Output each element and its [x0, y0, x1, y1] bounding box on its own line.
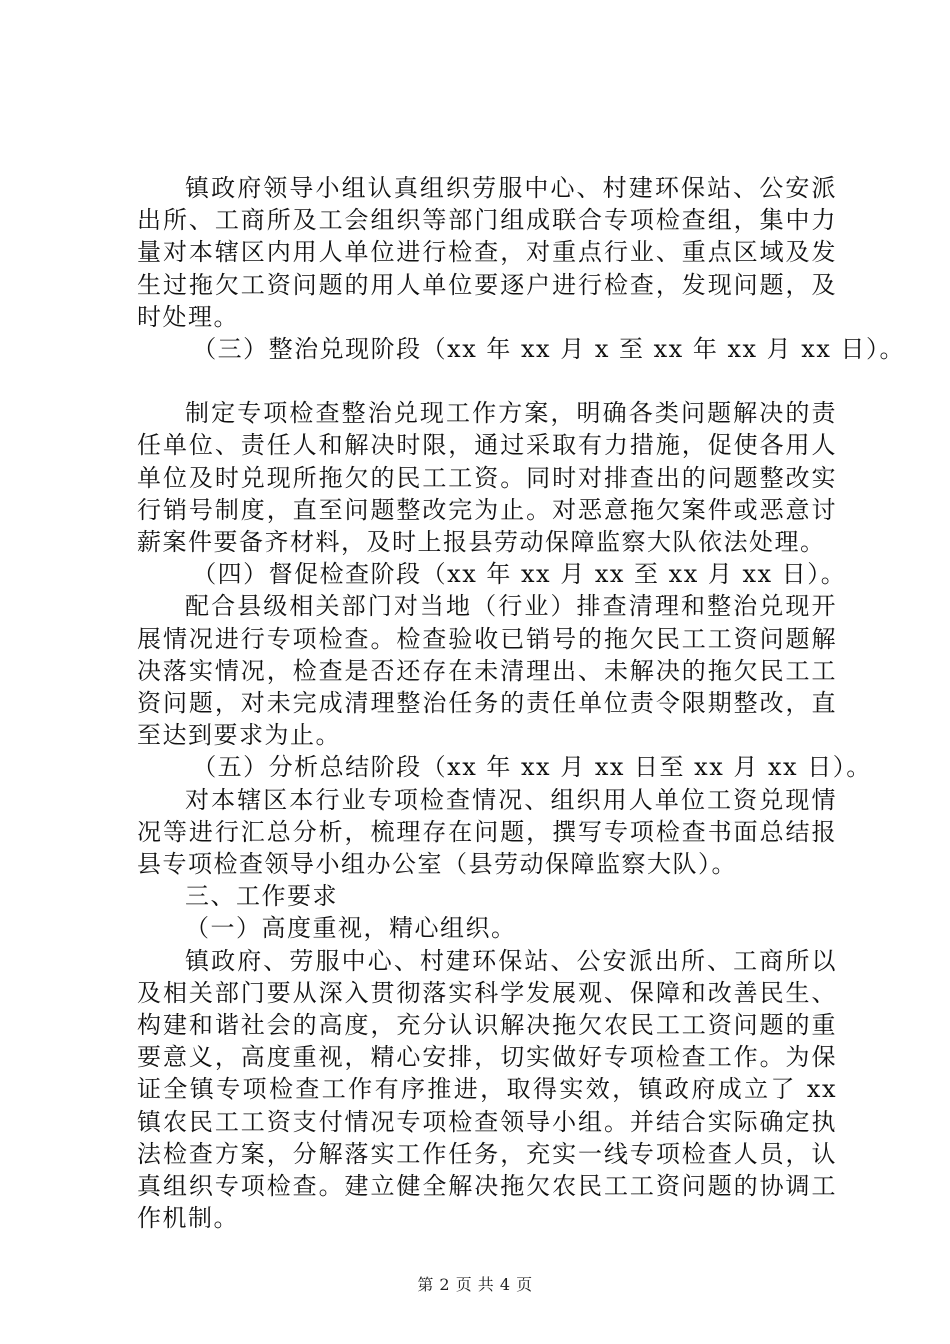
- paragraph-high-attention: 镇政府、劳服中心、村建环保站、公安派出所、工商所以及相关部门要从深入贯彻落实科学发展观、保障和改善民生、构建和谐社会的高度，充分认识解决拖欠农民工工资问题的重要意义，高度重视，精心安排，切实做好专项检查工作。为保证全镇专项检查工作有序推进，取得实效，镇政府成立了 xx 镇农民工工资支付情况专项检查领导小组。并结合实际确定执法检查方案，分解落实工作任务，充实一线专项检查人员，认真组织专项检查。建立健全解决拖欠农民工工资问题的协调工作机制。: [137, 946, 837, 1233]
- heading-stage-five: （五）分析总结阶段（xx 年 xx 月 xx 日至 xx 月 xx 日）。: [192, 753, 872, 782]
- heading-work-requirements: 三、工作要求: [185, 882, 338, 911]
- paragraph-summary-analysis: 对本辖区本行业专项检查情况、组织用人单位工资兑现情况等进行汇总分析，梳理存在问题，撰写专项检查书面总结报县专项检查领导小组办公室（县劳动保障监察大队）。: [137, 785, 837, 879]
- paragraph-rectification-plan: 制定专项检查整治兑现工作方案，明确各类问题解决的责任单位、责任人和解决时限，通过采取有力措施，促使各用人单位及时兑现所拖欠的民工工资。同时对排查出的问题整改实行销号制度，直至问题整改完为止。对恶意拖欠案件或恶意讨薪案件要备齐材料，及时上报县劳动保障监察大队依法处理。: [137, 399, 837, 557]
- heading-stage-four: （四）督促检查阶段（xx 年 xx 月 xx 至 xx 月 xx 日）。: [192, 560, 847, 589]
- heading-requirement-one: （一）高度重视，精心组织。: [185, 914, 517, 943]
- blank-line: [137, 365, 837, 397]
- paragraph-supervision-check: 配合县级相关部门对当地（行业）排查清理和整治兑现开展情况进行专项检查。检查验收已销号的拖欠民工工资问题解决落实情况，检查是否还存在未清理出、未解决的拖欠民工工资问题，对未完成清理整治任务的责任单位责令限期整改，直至达到要求为止。: [137, 592, 837, 750]
- page-number-footer: 第 2 页 共 4 页: [417, 1275, 533, 1294]
- paragraph-joint-inspection: 镇政府领导小组认真组织劳服中心、村建环保站、公安派出所、工商所及工会组织等部门组成联合专项检查组，集中力量对本辖区内用人单位进行检查，对重点行业、重点区域及发生过拖欠工资问题的用人单位要逐户进行检查，发现问题，及时处理。: [137, 174, 837, 331]
- heading-stage-three: （三）整治兑现阶段（xx 年 xx 月 x 至 xx 年 xx 月 xx 日）。: [192, 335, 905, 364]
- document-body: [137, 172, 905, 1235]
